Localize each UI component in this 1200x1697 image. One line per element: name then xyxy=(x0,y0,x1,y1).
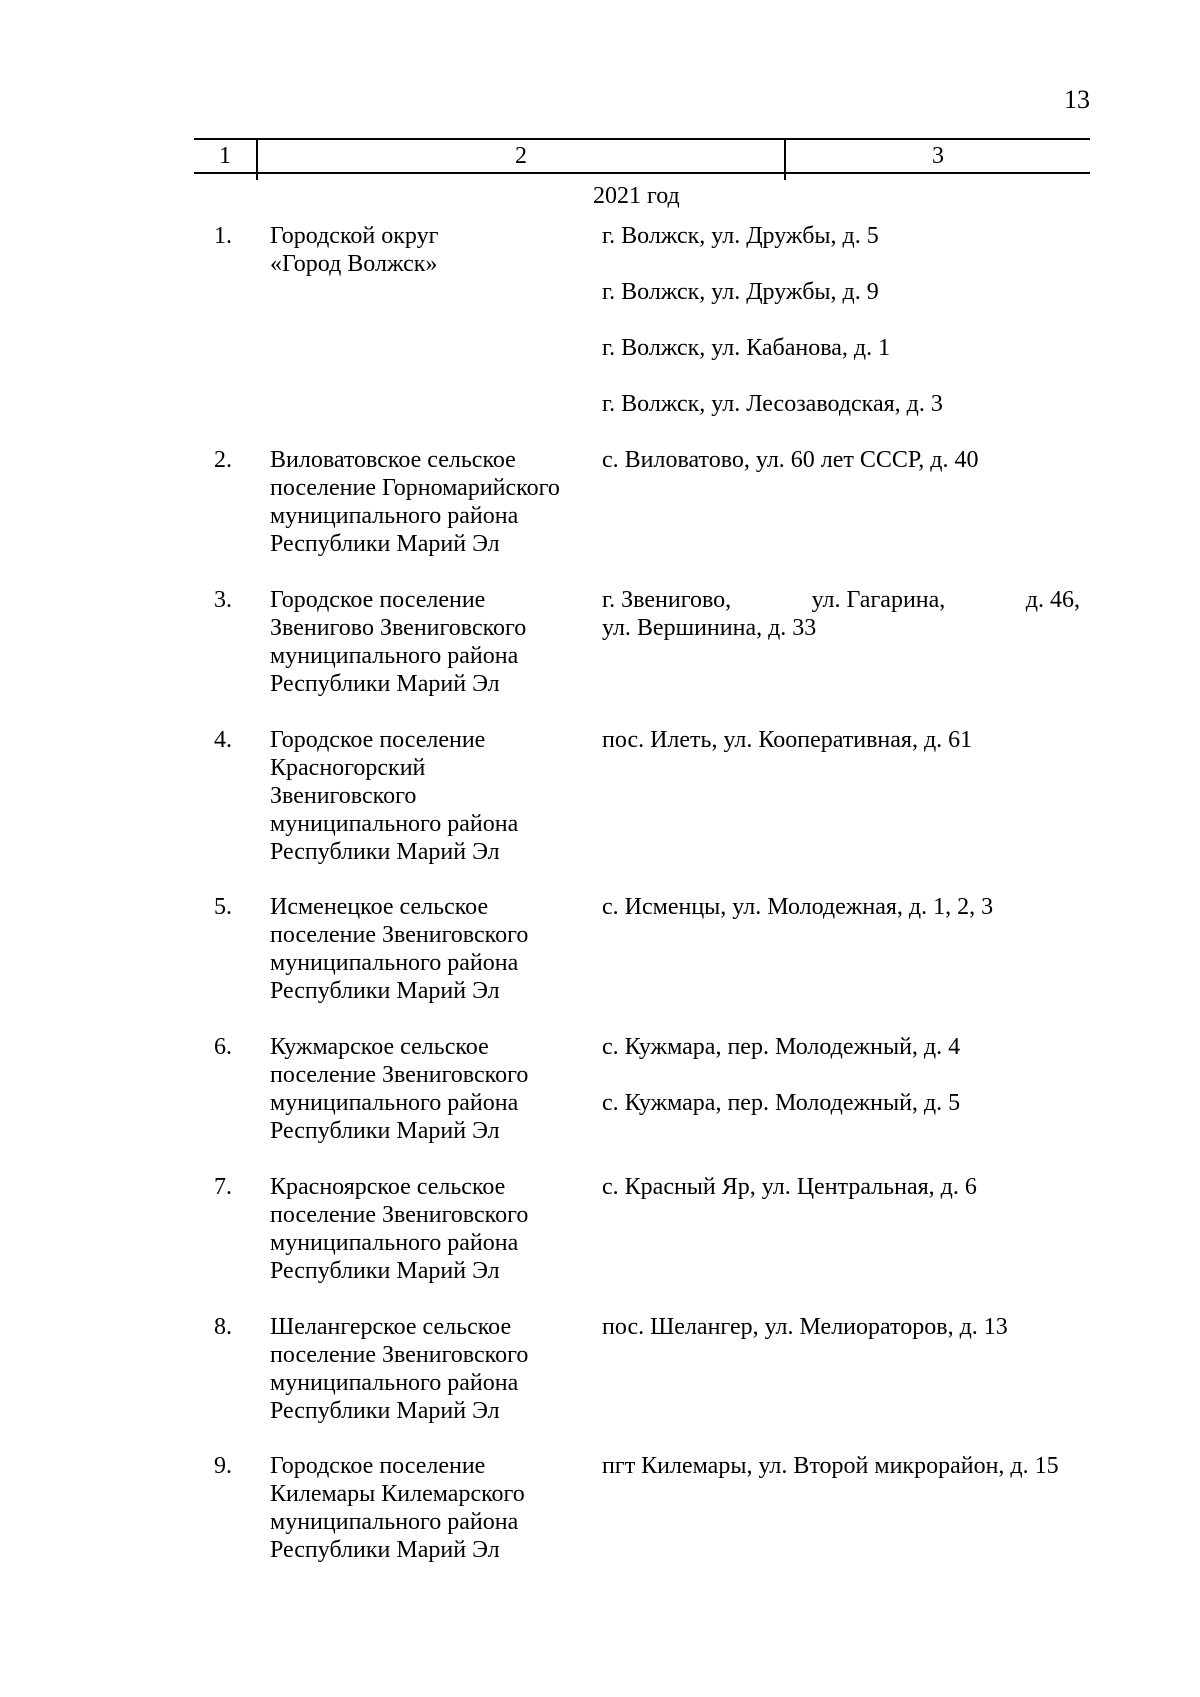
address-list xyxy=(602,222,1082,418)
row-number: 7. xyxy=(214,1174,232,1200)
municipality-name: Кужмарское сельское поселение Звениговского муниципального района Республики Марий Эл xyxy=(270,1034,529,1144)
row-number: 2. xyxy=(214,447,232,473)
table-header xyxy=(194,138,1090,174)
municipality-name: Красноярское сельское поселение Звениговского муниципального района Республики Марий Эл xyxy=(270,1174,529,1284)
row-number: 3. xyxy=(214,587,232,613)
header-col-2: 2 xyxy=(258,140,786,172)
column-divider-tick xyxy=(256,172,258,180)
address: пос. Илеть, ул. Кооперативная, д. 61 xyxy=(602,727,973,753)
municipality-name: Виловатовское сельское поселение Горномарийского муниципального района Республики Марий Эл xyxy=(270,447,560,557)
address-list xyxy=(602,1033,1082,1117)
address-list xyxy=(602,446,1082,474)
address-list xyxy=(602,726,1082,754)
municipality-name: Городской округ «Город Волжск» xyxy=(270,223,439,277)
address-list xyxy=(602,893,1082,921)
address: с. Кужмара, пер. Молодежный, д. 4 xyxy=(602,1034,961,1060)
address-list xyxy=(602,1452,1082,1480)
address-list xyxy=(602,586,1082,642)
address: с. Виловатово, ул. 60 лет СССР, д. 40 xyxy=(602,447,979,473)
address: с. Кужмара, пер. Молодежный, д. 5 xyxy=(602,1090,961,1116)
address: г. Волжск, ул. Дружбы, д. 9 xyxy=(602,279,879,305)
header-col-3: 3 xyxy=(932,143,944,169)
address: г. Волжск, ул. Дружбы, д. 5 xyxy=(602,223,879,249)
row-number: 4. xyxy=(214,727,232,753)
address: г. Звенигово, ул. Гагарина, д. 46, xyxy=(602,587,1080,613)
address-list xyxy=(602,1313,1082,1341)
row-number: 5. xyxy=(214,894,232,920)
municipality-name: Шелангерское сельское поселение Звениговского муниципального района Республики Марий Эл xyxy=(270,1314,529,1424)
address: г. Волжск, ул. Лесозаводская, д. 3 xyxy=(602,391,943,417)
row-number: 1. xyxy=(214,223,232,249)
municipality-name: Городское поселение Красногорский Звениговского муниципального района Республики Марий Эл xyxy=(270,727,519,865)
municipality-name: Исменецкое сельское поселение Звениговского муниципального района Республики Марий Эл xyxy=(270,894,529,1004)
year-heading: 2021 год xyxy=(593,183,680,209)
header-col-1: 1 xyxy=(194,140,258,172)
address: г. Волжск, ул. Кабанова, д. 1 xyxy=(602,335,891,361)
row-number: 8. xyxy=(214,1314,232,1340)
address: ул. Вершинина, д. 33 xyxy=(602,615,817,641)
address: пгт Килемары, ул. Второй микрорайон, д. 15 xyxy=(602,1453,1059,1479)
municipality-name: Городское поселение Килемары Килемарского муниципального района Республики Марий Эл xyxy=(270,1453,525,1563)
row-number: 6. xyxy=(214,1034,232,1060)
page-number: 13 xyxy=(1064,85,1090,114)
address: с. Исменцы, ул. Молодежная, д. 1, 2, 3 xyxy=(602,894,994,920)
address-list xyxy=(602,1173,1082,1201)
municipality-name: Городское поселение Звенигово Звениговского муниципального района Республики Марий Эл xyxy=(270,587,527,697)
column-divider-tick xyxy=(784,172,786,180)
address: пос. Шелангер, ул. Мелиораторов, д. 13 xyxy=(602,1314,1008,1340)
row-number: 9. xyxy=(214,1453,232,1479)
address: с. Красный Яр, ул. Центральная, д. 6 xyxy=(602,1174,977,1200)
